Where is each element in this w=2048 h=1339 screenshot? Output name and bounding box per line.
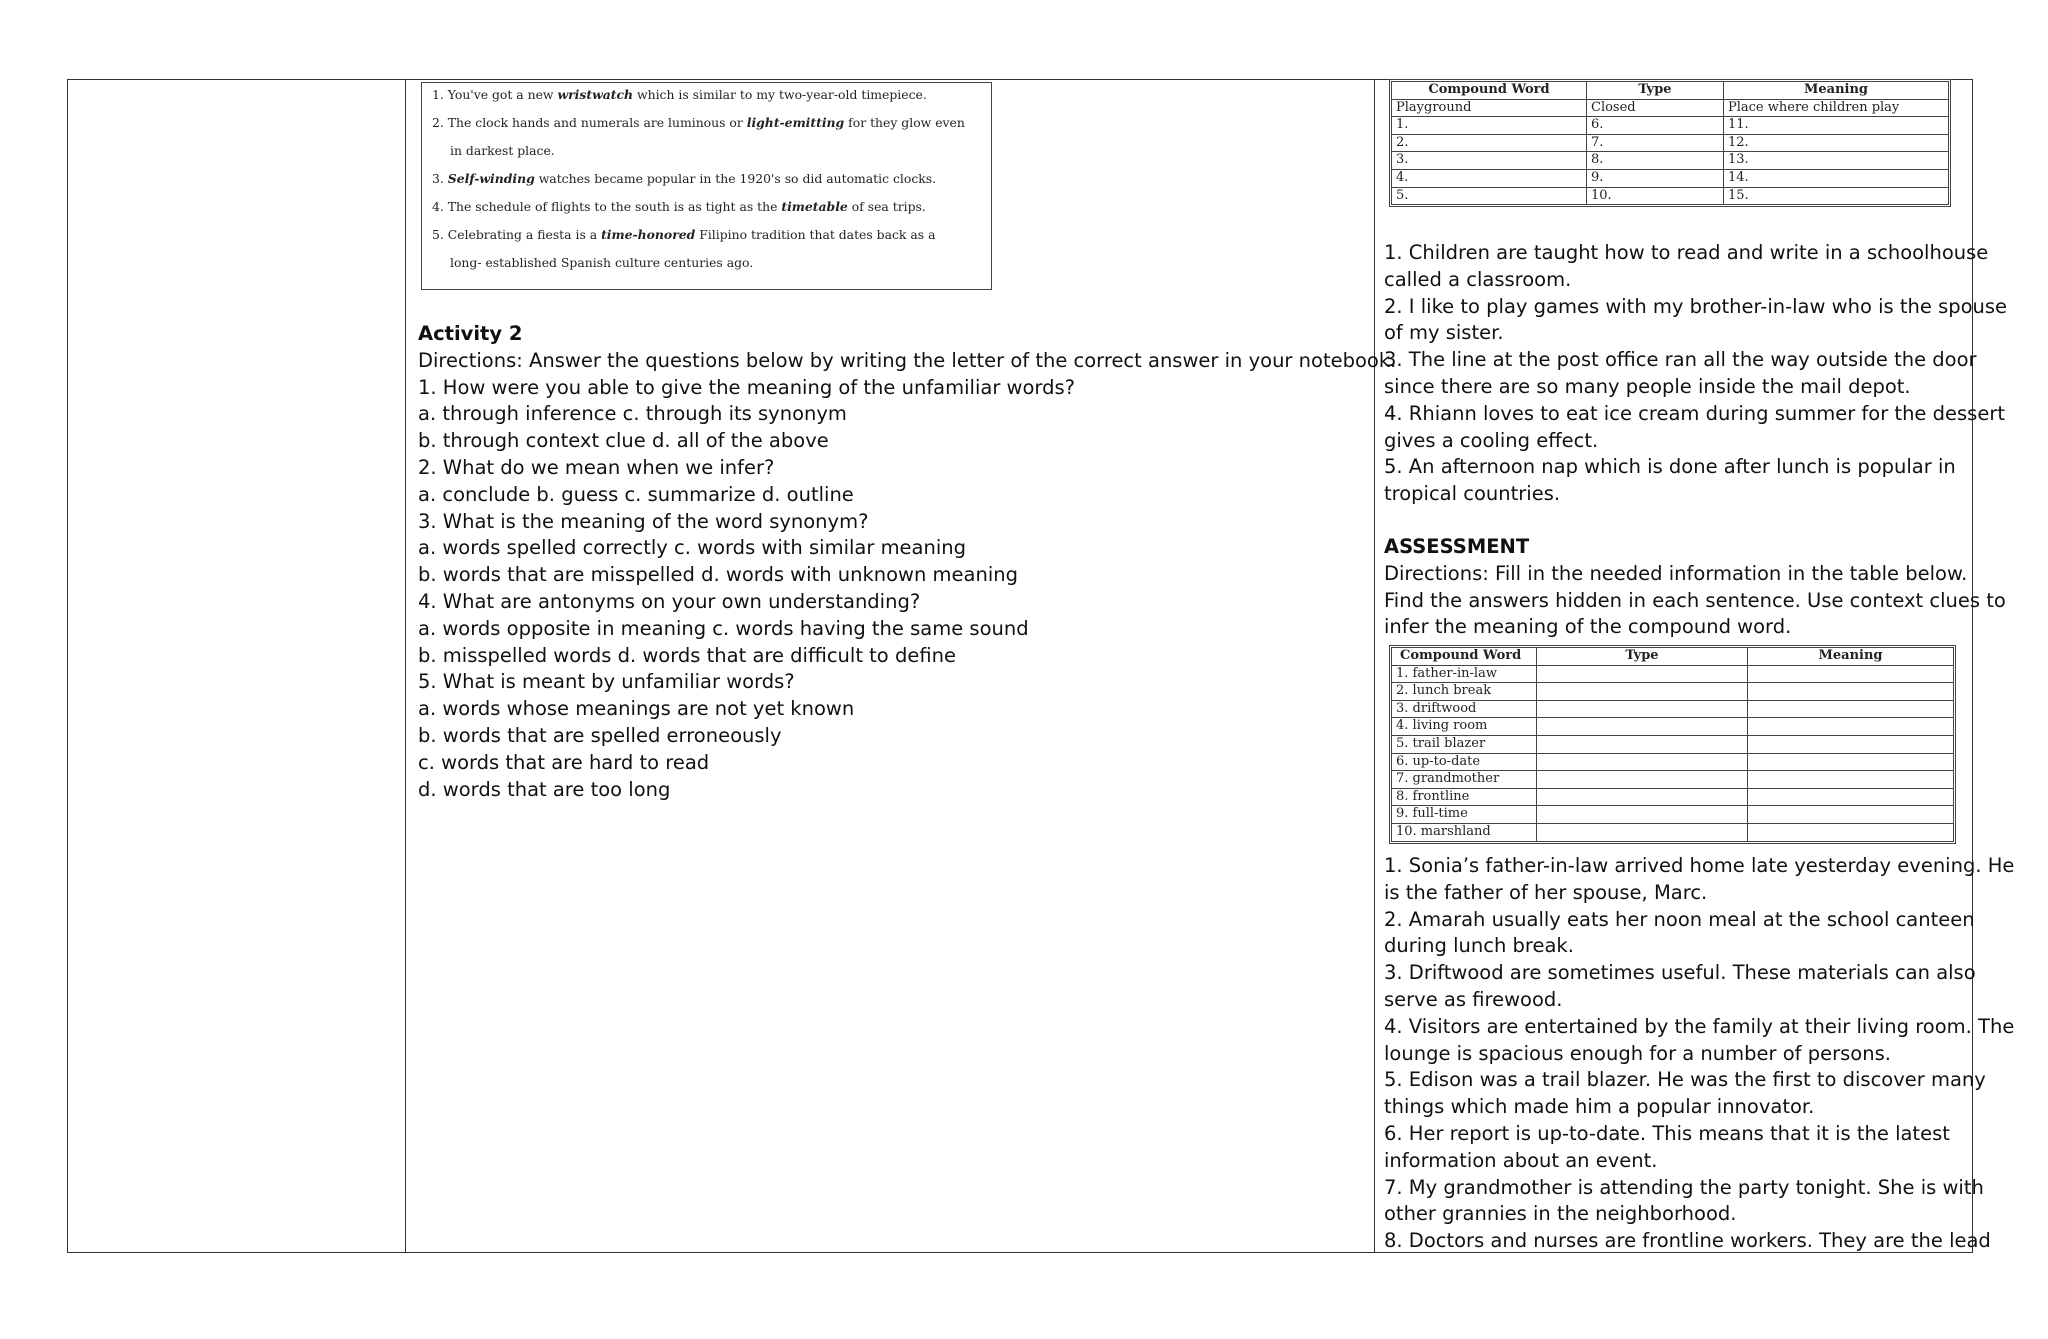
empty-answer-cell[interactable] [1537, 718, 1748, 736]
table2-header: Compound Word [1392, 648, 1537, 666]
activity2-line: 3. What is the meaning of the word synonym? [418, 509, 869, 533]
activity2-line: a. conclude b. guess c. summarize d. outline [418, 482, 854, 506]
activity2-line: b. words that are spelled erroneously [418, 723, 782, 747]
table-cell: 5. trail blazer [1392, 735, 1537, 753]
activity2-line: b. through context clue d. all of the above [418, 429, 829, 453]
table-cell: 13. [1724, 152, 1949, 170]
table-cell: 9. full-time [1392, 806, 1537, 824]
table-cell: 5. [1392, 187, 1587, 205]
empty-answer-cell[interactable] [1748, 823, 1954, 841]
sentence-text: long- established Spanish culture centuries ago. [450, 255, 754, 270]
empty-answer-cell[interactable] [1748, 771, 1954, 789]
sentence-line: serve as firewood. [1384, 987, 1563, 1011]
box-sentence [450, 143, 555, 158]
table-row [1392, 683, 1954, 701]
compound-word: light-emitting [746, 115, 845, 130]
assessment-direction-line: infer the meaning of the compound word. [1384, 615, 1792, 639]
practice-sentences [1384, 240, 2007, 508]
box-sentence [432, 171, 936, 186]
sentence-text: watches became popular in the 1920's so did automatic clocks. [534, 171, 937, 186]
table-row [1392, 823, 1954, 841]
box-sentence [432, 199, 926, 214]
empty-answer-cell[interactable] [1748, 683, 1954, 701]
table-cell: 9. [1587, 169, 1724, 187]
activity2-line: 1. How were you able to give the meaning of the unfamiliar words? [418, 375, 1075, 399]
table-cell: 12. [1724, 134, 1949, 152]
empty-answer-cell[interactable] [1537, 753, 1748, 771]
table-row [1392, 700, 1954, 718]
activity2-line: 5. What is meant by unfamiliar words? [418, 670, 795, 694]
table1-header: Meaning [1724, 82, 1949, 100]
compound-word: Self-winding [447, 171, 535, 186]
activity2-line: Directions: Answer the questions below by writing the letter of the correct answer in your notebook. [418, 348, 1397, 372]
empty-answer-cell[interactable] [1537, 771, 1748, 789]
box-sentence [432, 115, 965, 130]
sentence-line: other grannies in the neighborhood. [1384, 1202, 1737, 1226]
sentence-text: 2. The clock hands and numerals are luminous or [432, 115, 747, 130]
table-cell: 11. [1724, 117, 1949, 135]
activity2-title: Activity 2 [418, 322, 523, 345]
assessment-sentences [1384, 853, 2014, 1255]
table-row [1392, 152, 1949, 170]
sentence-line: tropical countries. [1384, 482, 1561, 506]
box-sentence [450, 255, 753, 270]
table-row [1392, 187, 1949, 205]
table-row [1392, 771, 1954, 789]
activity2-line: a. words spelled correctly c. words with similar meaning [418, 536, 967, 560]
sentence-line: of my sister. [1384, 321, 1504, 345]
assessment-title: ASSESSMENT [1384, 535, 1530, 558]
empty-answer-cell[interactable] [1537, 700, 1748, 718]
empty-answer-cell[interactable] [1748, 788, 1954, 806]
table-cell: 15. [1724, 187, 1949, 205]
sentence-text: 3. [432, 171, 448, 186]
table-cell: 1. father-in-law [1392, 665, 1537, 683]
empty-answer-cell[interactable] [1748, 718, 1954, 736]
compound-word: time-honored [601, 227, 696, 242]
table-row [1392, 718, 1954, 736]
empty-answer-cell[interactable] [1748, 665, 1954, 683]
table1-header: Type [1587, 82, 1724, 100]
table-cell: 6. [1587, 117, 1724, 135]
sentence-line: since there are so many people inside the mail depot. [1384, 374, 1911, 398]
sentence-line: 3. Driftwood are sometimes useful. These materials can also [1384, 961, 1976, 985]
table-cell: 6. up-to-date [1392, 753, 1537, 771]
table-cell: Place where children play [1724, 99, 1949, 117]
table-cell: 4. [1392, 169, 1587, 187]
empty-answer-cell[interactable] [1537, 823, 1748, 841]
assessment-section [1384, 534, 2006, 641]
empty-answer-cell[interactable] [1748, 735, 1954, 753]
empty-answer-cell[interactable] [1748, 806, 1954, 824]
table-cell: 7. [1587, 134, 1724, 152]
sentence-line: 3. The line at the post office ran all the way outside the door [1384, 348, 1977, 372]
sentence-line: 2. I like to play games with my brother-in-law who is the spouse [1384, 294, 2008, 318]
table-cell: 8. frontline [1392, 788, 1537, 806]
table-row [1392, 735, 1954, 753]
compound-word-table-1 [1391, 81, 1949, 205]
sentence-text: for they glow even [844, 115, 965, 130]
sentence-line: 8. Doctors and nurses are frontline workers. They are the lead [1384, 1229, 1991, 1253]
sentence-text: 5. Celebrating a fiesta is a [432, 227, 602, 242]
table-cell: 7. grandmother [1392, 771, 1537, 789]
empty-answer-cell[interactable] [1537, 806, 1748, 824]
table-row [1392, 806, 1954, 824]
sentence-line: 2. Amarah usually eats her noon meal at the school canteen [1384, 907, 1975, 931]
sentence-box [421, 82, 992, 290]
sentence-line: information about an event. [1384, 1148, 1658, 1172]
sentence-line: is the father of her spouse, Marc. [1384, 880, 1708, 904]
activity2-line: b. words that are misspelled d. words with unknown meaning [418, 563, 1019, 587]
sentence-line: during lunch break. [1384, 934, 1574, 958]
sentence-line: 1. Children are taught how to read and write in a schoolhouse [1384, 241, 1989, 264]
activity2-line: a. words opposite in meaning c. words having the same sound [418, 616, 1029, 640]
table-row [1392, 169, 1949, 187]
empty-answer-cell[interactable] [1748, 700, 1954, 718]
table-cell: Playground [1392, 99, 1587, 117]
box-sentence [432, 87, 927, 102]
compound-word: wristwatch [557, 87, 634, 102]
activity2-line: d. words that are too long [418, 777, 671, 801]
sentence-line: 4. Rhiann loves to eat ice cream during summer for the dessert [1384, 401, 2005, 425]
table-cell: 3. [1392, 152, 1587, 170]
table-row [1392, 99, 1949, 117]
table-cell: 14. [1724, 169, 1949, 187]
table-cell: Closed [1587, 99, 1724, 117]
table-cell: 2. [1392, 134, 1587, 152]
table-cell: 2. lunch break [1392, 683, 1537, 701]
table-row [1392, 134, 1949, 152]
table2-header: Meaning [1748, 648, 1954, 666]
table-cell: 3. driftwood [1392, 700, 1537, 718]
table-row [1392, 665, 1954, 683]
column-divider-left [405, 80, 406, 1252]
empty-answer-cell[interactable] [1537, 683, 1748, 701]
table-cell: 8. [1587, 152, 1724, 170]
table-cell: 10. marshland [1392, 823, 1537, 841]
empty-answer-cell[interactable] [1537, 735, 1748, 753]
empty-answer-cell[interactable] [1537, 788, 1748, 806]
assessment-direction-line: Directions: Fill in the needed information in the table below. [1384, 561, 1968, 585]
activity2-line: a. words whose meanings are not yet known [418, 697, 855, 721]
sentence-line: gives a cooling effect. [1384, 428, 1599, 452]
assessment-direction-line: Find the answers hidden in each sentence. Use context clues to [1384, 588, 2006, 612]
empty-answer-cell[interactable] [1748, 753, 1954, 771]
table-cell: 10. [1587, 187, 1724, 205]
sentence-line: 1. Sonia’s father-in-law arrived home late yesterday evening. He [1384, 854, 2015, 877]
activity2-line: 2. What do we mean when we infer? [418, 455, 775, 479]
sentence-line: 5. An afternoon nap which is done after lunch is popular in [1384, 455, 1956, 479]
sentence-text: Filipino tradition that dates back as a [695, 227, 936, 242]
sentence-line: 4. Visitors are entertained by the family at their living room. The [1384, 1014, 2015, 1038]
activity2-section [418, 321, 1396, 803]
table-cell: 4. living room [1392, 718, 1537, 736]
table-row [1392, 117, 1949, 135]
table2-header: Type [1537, 648, 1748, 666]
sentence-text: 1. You've got a new [432, 87, 558, 102]
activity2-line: c. words that are hard to read [418, 750, 710, 774]
sentence-text: which is similar to my two-year-old timepiece. [633, 87, 927, 102]
sentence-text: 4. The schedule of flights to the south is as tight as the [432, 199, 782, 214]
sentence-line: 6. Her report is up-to-date. This means that it is the latest [1384, 1121, 1950, 1145]
empty-answer-cell[interactable] [1537, 665, 1748, 683]
table1-header: Compound Word [1392, 82, 1587, 100]
table-row [1392, 753, 1954, 771]
compound-word-table-2 [1391, 647, 1954, 842]
sentence-text: in darkest place. [450, 143, 555, 158]
activity2-line: a. through inference c. through its synonym [418, 402, 847, 426]
table-cell: 1. [1392, 117, 1587, 135]
sentence-line: called a classroom. [1384, 267, 1572, 291]
sentence-line: lounge is spacious enough for a number of persons. [1384, 1041, 1891, 1065]
sentence-line: things which made him a popular innovator. [1384, 1095, 1815, 1119]
sentence-line: 7. My grandmother is attending the party tonight. She is with [1384, 1175, 1984, 1199]
activity2-line: b. misspelled words d. words that are difficult to define [418, 643, 956, 667]
table-row [1392, 788, 1954, 806]
sentence-text: of sea trips. [847, 199, 926, 214]
activity2-line: 4. What are antonyms on your own understanding? [418, 589, 921, 613]
compound-word: timetable [781, 199, 848, 214]
sentence-line: 5. Edison was a trail blazer. He was the first to discover many [1384, 1068, 1986, 1092]
box-sentence [432, 227, 935, 242]
